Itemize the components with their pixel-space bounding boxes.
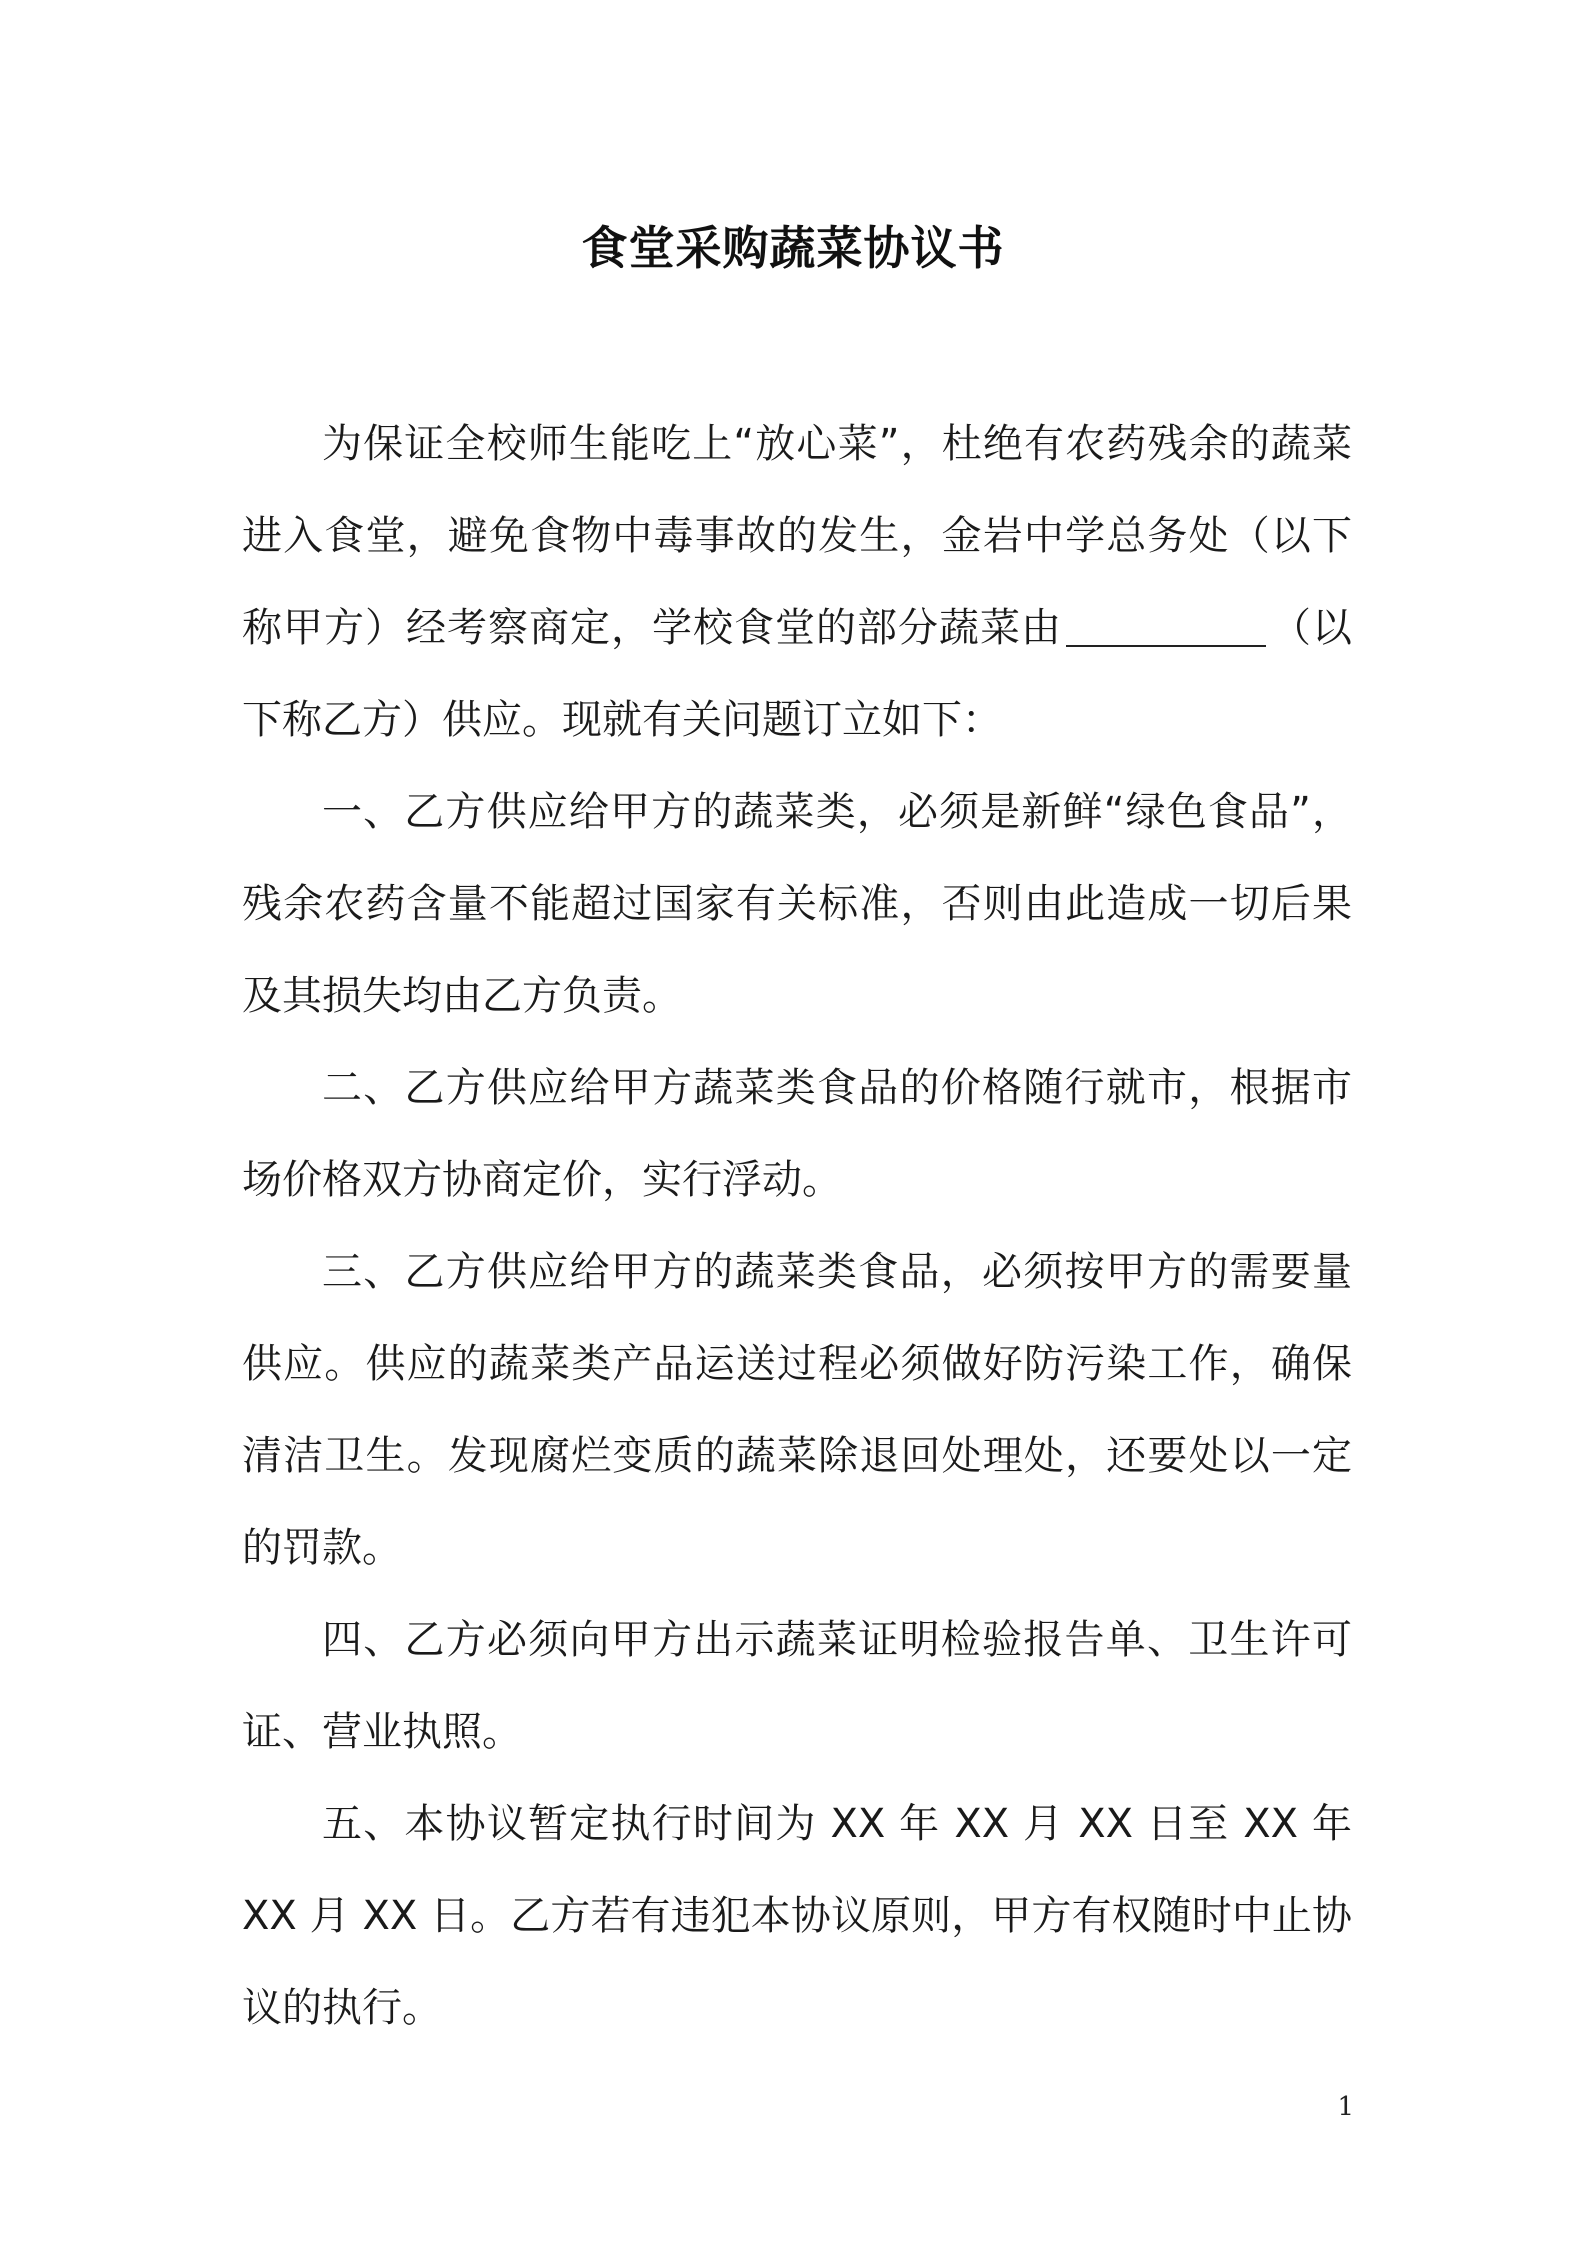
clause-5: 五、本协议暂定执行时间为 XX 年 XX 月 XX 日至 XX 年 XX 月 XX 日。乙方若有违犯本协议原则，甲方有权随时中止协议的执行。 <box>242 1801 1352 2031</box>
intro-paragraph <box>242 398 1352 766</box>
document-title: 食堂采购蔬菜协议书 <box>581 221 1005 275</box>
supplier-name-blank <box>1066 605 1266 647</box>
intro-text-after-blank: （以下称乙方）供应。现就有关问题订立如下： <box>242 605 1352 743</box>
document-body <box>242 398 1352 2054</box>
page-number: 1 <box>1337 2092 1354 2122</box>
clause-1: 一、乙方供应给甲方的蔬菜类，必须是新鲜“绿色食品”，残余农药含量不能超过国家有关标准，否则由此造成一切后果及其损失均由乙方负责。 <box>242 789 1352 1019</box>
intro-text-before-blank: 为保证全校师生能吃上“放心菜”，杜绝有农药残余的蔬菜进入食堂，避免食物中毒事故的发生，金岩中学总务处（以下称甲方）经考察商定，学校食堂的部分蔬菜由 <box>242 421 1352 651</box>
clause-3: 三、乙方供应给甲方的蔬菜类食品，必须按甲方的需要量供应。供应的蔬菜类产品运送过程必须做好防污染工作，确保清洁卫生。发现腐烂变质的蔬菜除退回处理处，还要处以一定的罚款。 <box>242 1249 1352 1571</box>
clause-4: 四、乙方必须向甲方出示蔬菜证明检验报告单、卫生许可证、营业执照。 <box>242 1617 1352 1755</box>
clause-2: 二、乙方供应给甲方蔬菜类食品的价格随行就市，根据市场价格双方协商定价，实行浮动。 <box>242 1065 1352 1203</box>
